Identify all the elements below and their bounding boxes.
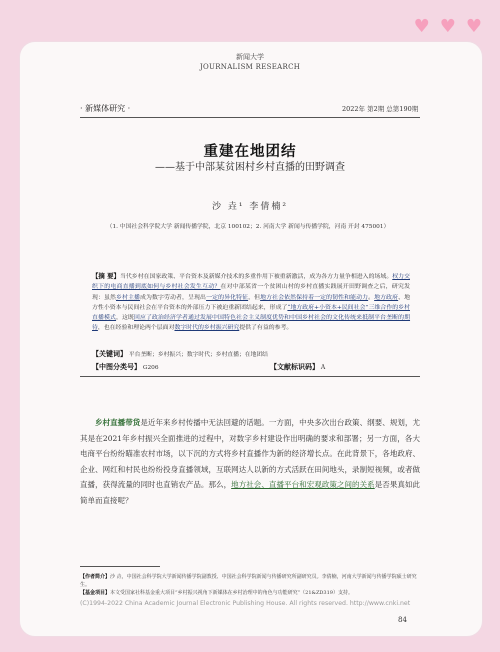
keywords-value: 平台垄断；乡村振兴；数字时代；乡村直播；在地团结 [128, 352, 268, 358]
header-rule [80, 117, 420, 118]
abstract-text: 在对中部某省一个贫困山村的乡村直播实践展开田野调查之后，研究发现：虽然 [92, 284, 410, 301]
abstract-text: ，这既 [116, 315, 135, 322]
abstract-underline: 一定的异化特征 [206, 294, 249, 301]
abstract-underline: 乡村主播 [116, 294, 141, 301]
journal-header [0, 52, 500, 72]
copyright-watermark: (C)1994-2022 China Academic Journal Electronic Publishing House. All rights reserved. http://www.cnki.net [80, 600, 411, 607]
clc-label: 【中图分类号】 [92, 363, 141, 371]
section-tag: · 新媒体研究 · [80, 104, 131, 113]
paper-page [19, 41, 483, 637]
abstract-underline: 地方政府 [374, 294, 399, 301]
authors: 沙 垚¹ 李倩楠² [212, 202, 288, 212]
author-note-label: 【作者简介】 [80, 574, 111, 580]
body-text: 是否果真如此简单而直接呢？ [80, 480, 421, 505]
abstract-underline: 数字时代的乡村振兴研究 [174, 325, 240, 332]
abstract [92, 271, 410, 334]
doc-code-label: 【文献标识码】 [270, 363, 319, 371]
body-paragraph [80, 415, 420, 509]
issue-info: 2022年 第2期 总第190期 [342, 105, 419, 113]
footnotes [80, 573, 420, 597]
abstract-text: 提供了有益的参考。 [239, 325, 293, 332]
abstract-rule [80, 376, 420, 377]
page-number: 84 [398, 616, 407, 624]
abstract-underline: 回应了政治经济学者通过发展中国特色社会主义制度优势和中国乡村社会的文化传统来抵制平台垄断的期待 [92, 315, 411, 332]
heart-icon: ♥ [413, 16, 430, 37]
fund-note-label: 【基金项目】 [80, 590, 111, 596]
affiliation: （1. 中国社会科学院大学 新闻传播学院，北京 100102；2. 河南大学 新闻与传播学院，河南 开封 475001） [106, 224, 390, 230]
clc-number [92, 362, 159, 372]
doc-code-value: A [320, 364, 326, 371]
journal-name-cn: 新闻大学 [236, 53, 264, 61]
keywords [92, 349, 268, 359]
abstract-underline: 地方社会依然保持着一定的韧性和能动力 [260, 294, 369, 301]
abstract-text: ，但 [248, 294, 261, 301]
footnote-rule [80, 566, 160, 567]
abstract-underline: 权力交织下的电商直播到底如何与乡村社会发生互动？ [92, 274, 410, 291]
abstract-text: 、地方性小资本与民间社会在平台资本的外部压力下被迫重新团结起来，形成了 [92, 294, 411, 311]
abstract-text: 成为数字劳动者，呈现出 [140, 294, 207, 301]
body-underline: 地方社会、直播平台和宏观政策之间的关系 [231, 480, 375, 490]
abstract-text: 当代乡村在国家政策、平台资本及新媒介技术的多重作用下被重新激活，成为各方力量争相进入的场域。 [119, 274, 393, 280]
clc-value: G206 [142, 365, 159, 371]
keywords-label: 【关键词】 [92, 350, 127, 358]
heart-icon: ♥ [439, 16, 456, 37]
hearts-decoration [414, 18, 482, 36]
heart-icon: ♥ [465, 16, 482, 37]
abstract-text: 。 [368, 294, 375, 301]
doc-code [270, 362, 325, 372]
paper-subtitle: ——基于中部某贫困村乡村直播的田野调查 [155, 162, 345, 173]
author-note [80, 573, 420, 589]
paper-title: 重建在地团结 [203, 143, 297, 160]
author-note-text: 沙 垚，中国社会科学院大学新闻传播学院副教授、中国社会科学院新闻与传播研究所副研究员。李倩楠，河南大学新闻与传播学院硕士研究生。 [80, 574, 417, 588]
abstract-text: ，也在经验和理论两个层面对 [97, 325, 175, 332]
journal-name-en: JOURNALISM RESEARCH [199, 63, 301, 71]
fund-note [80, 589, 420, 597]
abstract-label: 【摘 要】 [92, 272, 120, 280]
fund-note-text: 本文受国家社科基金重大项目“乡村振兴视角下新媒体在乡村治理中的角色与功能研究”（21&ZD319）支持。 [110, 590, 353, 596]
body-text: 是近年来乡村传播中无法回避的话题。一方面，中央多次出台政策、纲要、规划，尤其是在2021年乡村振兴全面推进的过程中，对数字乡村建设作出明确的要求和部署；另一方面，各大电商平台纷纷瞄准农村市场，以下沉的方式将乡村直播作为新的经济增长点。在此背景下，各地政府、企业、网红和村民也纷纷投身直播领域，互联网达人以新的方式活跃在田间地头，录制短视频，或者做直播，获得流量的同时也直销农产品。那么， [80, 418, 421, 490]
lead-phrase: 乡村直播带货 [95, 418, 141, 427]
abstract-underline: “地方政府+小资本+民间社会”三维合作的乡村直播模式 [92, 304, 410, 322]
